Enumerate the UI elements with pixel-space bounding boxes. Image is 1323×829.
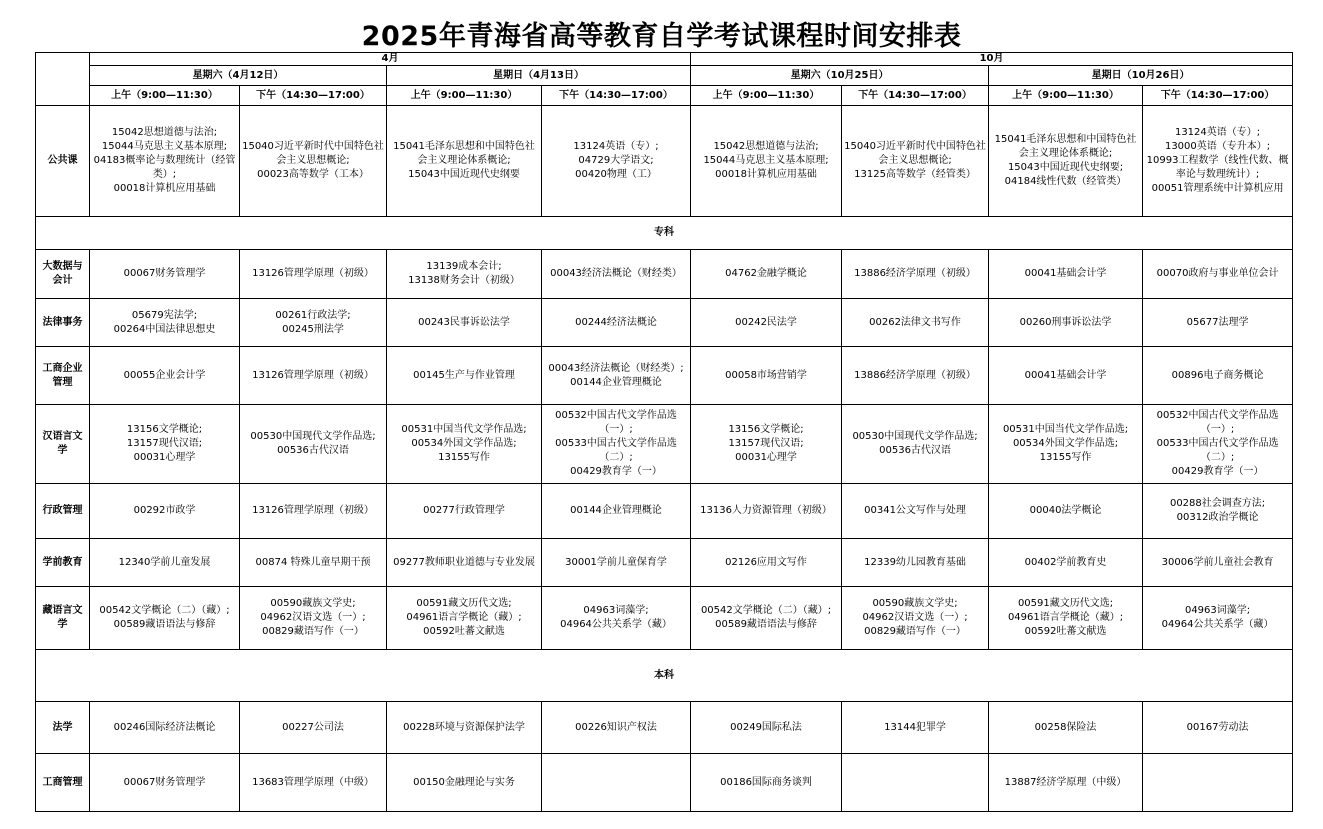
course-entry: 30006学前儿童社会教育 — [1161, 556, 1274, 568]
schedule-cell — [842, 405, 989, 484]
schedule-cell — [989, 250, 1143, 299]
course-entry: 00018计算机应用基础 — [715, 169, 817, 180]
period-header: 上午（9:00—11:30） — [989, 86, 1143, 106]
course-entry: 00292市政学 — [133, 505, 196, 516]
schedule-cell — [989, 299, 1143, 347]
course-entry: 13144犯罪学 — [884, 721, 946, 733]
schedule-cell — [90, 106, 240, 217]
course-entry: 13155写作 — [438, 452, 490, 463]
schedule-table — [35, 52, 1293, 812]
course-entry: 30001学前儿童保育学 — [565, 556, 667, 568]
course-entry: 00051管理系统中计算机应用 — [1151, 183, 1284, 194]
schedule-cell — [989, 405, 1143, 484]
course-entry: 15042思想道德与法治; — [713, 141, 819, 152]
schedule-cell — [542, 299, 691, 347]
course-entry: 00150金融理论与实务 — [413, 776, 515, 788]
schedule-cell — [90, 484, 240, 539]
table-row — [36, 405, 1293, 484]
schedule-cell — [1143, 106, 1293, 217]
course-entry: 00186国际商务谈判 — [720, 776, 812, 788]
course-entry: 00534外国文学作品选; — [1012, 438, 1119, 449]
course-entry: 13156文学概论; — [126, 424, 203, 435]
schedule-cell — [90, 299, 240, 347]
schedule-cell — [989, 587, 1143, 650]
course-entry: 00531中国当代文学作品选; — [401, 424, 527, 435]
course-entry: 00228环境与资源保护法学 — [403, 721, 525, 733]
table-row — [36, 702, 1293, 754]
course-entry: 13155写作 — [1039, 452, 1092, 463]
course-entry: 13683管理学原理（中级） — [252, 776, 374, 788]
schedule-cell — [1143, 250, 1293, 299]
schedule-cell — [90, 539, 240, 587]
course-entry: 00264中国法律思想史 — [113, 323, 216, 335]
schedule-cell — [842, 347, 989, 405]
course-entry: 00023高等数学（工本） — [257, 169, 369, 180]
table-row — [36, 587, 1293, 650]
schedule-cell — [542, 405, 691, 484]
course-entry: 13124英语（专）; — [1174, 127, 1261, 138]
course-entry: 00542文学概论（二）（藏）; — [700, 605, 832, 616]
schedule-cell — [1143, 702, 1293, 754]
period-header: 上午（9:00—11:30） — [691, 86, 842, 106]
schedule-cell — [240, 754, 387, 812]
major-label: 法律事务 — [36, 299, 90, 347]
schedule-cell — [240, 106, 387, 217]
major-label: 学前教育 — [36, 539, 90, 587]
schedule-cell — [542, 250, 691, 299]
course-entry: 00145生产与作业管理 — [413, 369, 515, 381]
course-entry: 13138财务会计（初级） — [408, 275, 520, 286]
table-row — [36, 299, 1293, 347]
course-entry: 00829藏语写作（一） — [262, 626, 364, 637]
schedule-cell — [542, 754, 691, 812]
course-entry: 04729大学语文; — [578, 155, 654, 166]
schedule-cell — [691, 347, 842, 405]
major-label: 工商企业管理 — [36, 347, 90, 405]
schedule-cell — [240, 539, 387, 587]
course-entry: 13125高等数学（经管类） — [854, 169, 976, 180]
schedule-cell — [542, 106, 691, 217]
course-entry: 00534外国文学作品选; — [411, 438, 517, 449]
course-entry: 00070政府与事业单位会计 — [1156, 268, 1279, 279]
course-entry: 00542文学概论（二）（藏）; — [99, 605, 230, 616]
course-entry: 00144企业管理概论 — [570, 376, 662, 388]
table-row — [36, 250, 1293, 299]
major-label: 工商管理 — [36, 754, 90, 812]
course-entry: 04762金融学概论 — [725, 268, 807, 279]
course-entry: 00260刑事诉讼法学 — [1019, 316, 1112, 328]
major-label: 行政管理 — [36, 484, 90, 539]
schedule-cell — [691, 539, 842, 587]
major-label: 法学 — [36, 702, 90, 754]
course-entry: 00532中国古代文学作品选（一）; — [1156, 410, 1279, 435]
course-entry: 13887经济学原理（中级） — [1004, 776, 1127, 788]
major-label: 藏语言文学 — [36, 587, 90, 650]
course-entry: 00277行政管理学 — [423, 505, 505, 516]
section-row — [36, 650, 1293, 702]
course-entry: 00896电子商务概论 — [1171, 369, 1264, 381]
course-entry: 04183概率论与数理统计（经管类）; — [93, 155, 236, 180]
course-entry: 04184线性代数（经管类） — [1004, 176, 1127, 187]
course-entry: 00530中国现代文学作品选; — [852, 431, 978, 442]
course-entry: 15044马克思主义基本原理; — [101, 141, 228, 152]
schedule-cell — [387, 587, 542, 650]
day-header: 星期六（4月12日） — [90, 66, 387, 86]
period-header: 上午（9:00—11:30） — [90, 86, 240, 106]
table-row — [36, 106, 1293, 217]
major-label: 大数据与会计 — [36, 250, 90, 299]
month-header: 4月 — [90, 53, 691, 66]
course-entry: 00245刑法学 — [282, 323, 344, 335]
course-entry: 09277教师职业道德与专业发展 — [393, 556, 535, 568]
course-entry: 15042思想道德与法治; — [111, 127, 218, 138]
course-entry: 13139成本会计; — [426, 261, 502, 272]
schedule-cell — [240, 405, 387, 484]
schedule-cell — [1143, 347, 1293, 405]
course-entry: 04964公共关系学（藏） — [560, 619, 672, 630]
course-entry: 00531中国当代文学作品选; — [1002, 424, 1129, 435]
course-entry: 00536古代汉语 — [277, 445, 349, 456]
course-entry: 00532中国古代文学作品选（一）; — [555, 410, 677, 435]
schedule-cell — [542, 539, 691, 587]
course-entry: 13000英语（专升本）; — [1164, 141, 1271, 152]
course-entry: 00592吐蕃文献选 — [423, 626, 505, 637]
course-entry: 00258保险法 — [1034, 721, 1097, 733]
schedule-cell — [240, 299, 387, 347]
course-entry: 00043经济法概论（财经类） — [550, 268, 682, 279]
course-entry: 04963词藻学; — [583, 605, 649, 616]
course-entry: 00041基础会计学 — [1024, 268, 1107, 279]
course-entry: 00589藏语语法与修辞 — [113, 619, 216, 630]
course-entry: 00262法律文书写作 — [869, 316, 961, 328]
schedule-cell — [989, 702, 1143, 754]
schedule-cell — [90, 754, 240, 812]
course-entry: 15044马克思主义基本原理; — [703, 155, 829, 166]
schedule-cell — [691, 106, 842, 217]
schedule-cell — [842, 250, 989, 299]
course-entry: 04961语言学概论（藏）; — [406, 612, 522, 623]
schedule-cell — [842, 587, 989, 650]
course-entry: 00591藏文历代文选; — [1017, 598, 1114, 609]
schedule-cell — [240, 484, 387, 539]
course-entry: 15041毛泽东思想和中国特色社会主义理论体系概论; — [994, 134, 1137, 159]
schedule-cell — [387, 405, 542, 484]
course-entry: 13886经济学原理（初级） — [854, 369, 976, 381]
course-entry: 00246国际经济法概论 — [113, 721, 216, 733]
schedule-cell — [842, 754, 989, 812]
schedule-cell — [240, 702, 387, 754]
schedule-cell — [387, 347, 542, 405]
course-entry: 00429教育学（一） — [1171, 466, 1264, 477]
course-entry: 13136人力资源管理（初级） — [700, 505, 832, 516]
course-entry: 10993工程数学（线性代数、概率论与数理统计）; — [1146, 155, 1289, 180]
schedule-cell — [542, 587, 691, 650]
course-entry: 00530中国现代文学作品选; — [250, 431, 376, 442]
course-entry: 15041毛泽东思想和中国特色社会主义理论体系概论; — [393, 141, 535, 166]
schedule-cell — [542, 484, 691, 539]
course-entry: 00341公文写作与处理 — [864, 505, 966, 516]
schedule-cell — [989, 106, 1143, 217]
schedule-cell — [842, 539, 989, 587]
course-entry: 00067财务管理学 — [123, 268, 206, 279]
course-entry: 00829藏语写作（一） — [864, 626, 966, 637]
schedule-cell — [691, 405, 842, 484]
schedule-cell — [387, 702, 542, 754]
course-entry: 00591藏文历代文选; — [416, 598, 512, 609]
course-entry: 00590藏族文学史; — [872, 598, 958, 609]
month-header: 10月 — [691, 53, 1293, 66]
schedule-cell — [1143, 587, 1293, 650]
course-entry: 00041基础会计学 — [1024, 369, 1107, 381]
course-entry: 00226知识产权法 — [575, 721, 657, 733]
section-row — [36, 217, 1293, 250]
period-header: 下午（14:30—17:00） — [842, 86, 989, 106]
schedule-cell — [989, 539, 1143, 587]
course-entry: 00058市场营销学 — [725, 369, 807, 381]
course-entry: 00031心理学 — [735, 452, 797, 463]
schedule-cell — [542, 347, 691, 405]
schedule-cell — [842, 106, 989, 217]
section-header: 专科 — [36, 217, 1293, 250]
course-entry: 00144企业管理概论 — [570, 505, 662, 516]
course-entry: 13156文学概论; — [728, 424, 804, 435]
course-entry: 02126应用文写作 — [725, 556, 807, 568]
schedule-cell — [842, 702, 989, 754]
schedule-cell — [387, 484, 542, 539]
period-header: 下午（14:30—17:00） — [1143, 86, 1293, 106]
schedule-cell — [691, 754, 842, 812]
course-entry: 00429教育学（一） — [570, 466, 662, 477]
schedule-cell — [691, 702, 842, 754]
course-entry: 13126管理学原理（初级） — [252, 505, 374, 516]
course-entry: 00536古代汉语 — [879, 445, 951, 456]
table-row — [36, 484, 1293, 539]
course-entry: 00031心理学 — [133, 452, 196, 463]
course-entry: 00244经济法概论 — [575, 316, 657, 328]
table-row — [36, 347, 1293, 405]
course-entry: 00874 特殊儿童早期干预 — [255, 556, 371, 568]
course-entry: 13157现代汉语; — [728, 438, 804, 449]
course-entry: 13157现代汉语; — [126, 438, 203, 449]
period-header: 上午（9:00—11:30） — [387, 86, 542, 106]
schedule-cell — [1143, 299, 1293, 347]
schedule-cell — [691, 587, 842, 650]
schedule-cell — [240, 250, 387, 299]
schedule-cell — [387, 754, 542, 812]
schedule-cell — [1143, 539, 1293, 587]
schedule-cell — [90, 587, 240, 650]
schedule-cell — [691, 250, 842, 299]
schedule-cell — [90, 347, 240, 405]
course-entry: 04961语言学概论（藏）; — [1007, 612, 1124, 623]
major-label: 汉语言文学 — [36, 405, 90, 484]
course-entry: 13126管理学原理（初级） — [252, 369, 374, 381]
course-entry: 15043中国近现代史纲要; — [1007, 162, 1124, 173]
schedule-cell — [691, 299, 842, 347]
course-entry: 00420物理（工） — [575, 169, 657, 180]
course-entry: 00592吐蕃文献选 — [1024, 626, 1107, 637]
public-course-label: 公共课 — [36, 106, 90, 217]
table-row — [36, 539, 1293, 587]
course-entry: 00055企业会计学 — [123, 369, 206, 381]
schedule-cell — [387, 299, 542, 347]
period-header: 下午（14:30—17:00） — [240, 86, 387, 106]
section-header: 本科 — [36, 650, 1293, 702]
course-entry: 00590藏族文学史; — [270, 598, 356, 609]
course-entry: 15040习近平新时代中国特色社会主义思想概论; — [844, 141, 986, 166]
schedule-cell — [842, 484, 989, 539]
schedule-cell — [240, 347, 387, 405]
course-entry: 00243民事诉讼法学 — [418, 316, 510, 328]
day-header: 星期六（10月25日） — [691, 66, 989, 86]
course-entry: 13124英语（专）; — [573, 141, 659, 152]
schedule-cell — [989, 754, 1143, 812]
course-entry: 00067财务管理学 — [123, 776, 206, 788]
course-entry: 00533中国古代文学作品选（二）; — [555, 438, 677, 463]
corner-cell — [36, 53, 90, 106]
course-entry: 00043经济法概论（财经类）; — [548, 362, 684, 374]
course-entry: 05679宪法学; — [131, 309, 198, 321]
course-entry: 13126管理学原理（初级） — [252, 268, 374, 279]
course-entry: 00402学前教育史 — [1024, 556, 1107, 568]
schedule-cell — [90, 250, 240, 299]
course-entry: 00249国际私法 — [730, 721, 802, 733]
course-entry: 13886经济学原理（初级） — [854, 268, 976, 279]
schedule-cell — [1143, 484, 1293, 539]
schedule-cell — [989, 347, 1143, 405]
schedule-cell — [842, 299, 989, 347]
course-entry: 00040法学概论 — [1029, 505, 1102, 516]
schedule-cell — [387, 539, 542, 587]
schedule-cell — [387, 106, 542, 217]
course-entry: 00261行政法学; — [275, 309, 351, 321]
course-entry: 00533中国古代文学作品选（二）; — [1156, 438, 1279, 463]
day-header: 星期日（4月13日） — [387, 66, 691, 86]
course-entry: 15040习近平新时代中国特色社会主义思想概论; — [242, 141, 384, 166]
table-row — [36, 754, 1293, 812]
course-entry: 00589藏语语法与修辞 — [715, 619, 817, 630]
course-entry: 04963词藻学; — [1184, 605, 1251, 616]
course-entry: 00167劳动法 — [1186, 721, 1249, 733]
period-header: 下午（14:30—17:00） — [542, 86, 691, 106]
course-entry: 15043中国近现代史纲要 — [408, 169, 520, 180]
schedule-cell — [691, 484, 842, 539]
schedule-cell — [989, 484, 1143, 539]
schedule-cell — [387, 250, 542, 299]
course-entry: 00288社会调查方法; — [1169, 498, 1266, 509]
course-entry: 00312政治学概论 — [1176, 512, 1259, 523]
course-entry: 00227公司法 — [282, 721, 344, 733]
course-entry: 00242民法学 — [735, 316, 797, 328]
course-entry: 12340学前儿童发展 — [118, 556, 211, 568]
schedule-cell — [1143, 754, 1293, 812]
schedule-cell — [90, 702, 240, 754]
schedule-cell — [1143, 405, 1293, 484]
day-header: 星期日（10月26日） — [989, 66, 1293, 86]
page-title: 2025年青海省高等教育自学考试课程时间安排表 — [361, 21, 962, 52]
course-entry: 00018计算机应用基础 — [113, 183, 216, 194]
schedule-cell — [90, 405, 240, 484]
course-entry: 12339幼儿园教育基础 — [864, 556, 966, 568]
schedule-cell — [240, 587, 387, 650]
schedule-cell — [542, 702, 691, 754]
course-entry: 04962汉语文选（一）; — [862, 612, 968, 623]
course-entry: 05677法理学 — [1186, 316, 1249, 328]
course-entry: 04962汉语文选（一）; — [260, 612, 366, 623]
course-entry: 04964公共关系学（藏） — [1161, 619, 1274, 630]
